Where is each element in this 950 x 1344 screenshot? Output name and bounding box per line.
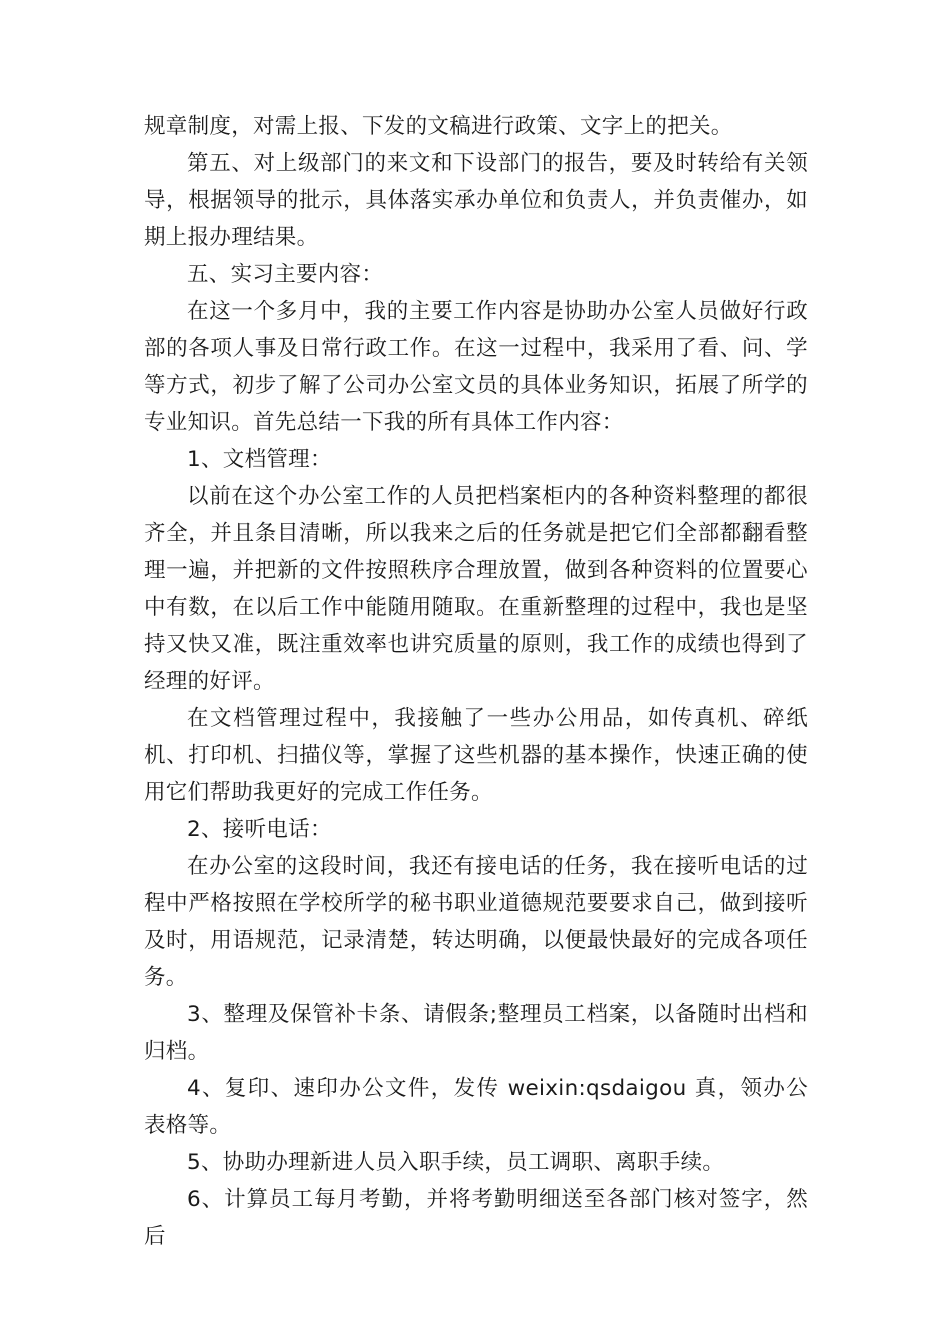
list-item-5: 5、协助办理新进人员入职手续，员工调职、离职手续。 bbox=[187, 1150, 725, 1175]
list-item-6: 6、计算员工每月考勤，并将考勤明细送至各部门核对签字，然后 bbox=[144, 1187, 808, 1249]
paragraph-7: 在文档管理过程中，我接触了一些办公用品，如传真机、碎纸机、打印机、扫描仪等，掌握了这些机器的基本操作，快速正确的使用它们帮助我更好的完成工作任务。 bbox=[144, 706, 808, 805]
subheading-document-management: 1、文档管理： bbox=[187, 447, 332, 472]
paragraph-2: 第五、对上级部门的来文和下设部门的报告，要及时转给有关领导，根据领导的批示，具体落实承办单位和负责人，并负责催办，如期上报办理结果。 bbox=[144, 151, 808, 250]
section-heading-internship-content: 五、实习主要内容： bbox=[187, 262, 384, 287]
subheading-answering-phone: 2、接听电话： bbox=[187, 817, 332, 842]
paragraph-4: 在这一个多月中，我的主要工作内容是协助办公室人员做好行政部的各项人事及日常行政工作。在这一过程中，我采用了看、问、学等方式，初步了解了公司办公室文员的具体业务知识，拓展了所学的专业知识。首先总结一下我的所有具体工作内容： bbox=[144, 299, 808, 435]
paragraph-6: 以前在这个办公室工作的人员把档案柜内的各种资料整理的都很齐全，并且条目清晰，所以我来之后的任务就是把它们全部都翻看整理一遍，并把新的文件按照秩序合理放置，做到各种资料的位置要心中有数，在以后工作中能随用随取。在重新整理的过程中，我也是坚持又快又准，既注重效率也讲究质量的原则，我工作的成绩也得到了经理的好评。 bbox=[144, 484, 808, 694]
list-item-3: 3、整理及保管补卡条、请假条;整理员工档案，以备随时出档和归档。 bbox=[144, 1002, 808, 1064]
document-body bbox=[144, 108, 808, 1255]
paragraph-9: 在办公室的这段时间，我还有接电话的任务，我在接听电话的过程中严格按照在学校所学的秘书职业道德规范要要求自己，做到接听及时，用语规范，记录清楚，转达明确，以便最快最好的完成各项任务。 bbox=[144, 854, 808, 990]
list-item-4: 4、复印、速印办公文件，发传 weixin:qsdaigou 真，领办公表格等。 bbox=[144, 1076, 808, 1138]
paragraph-1: 规章制度，对需上报、下发的文稿进行政策、文字上的把关。 bbox=[144, 114, 733, 139]
